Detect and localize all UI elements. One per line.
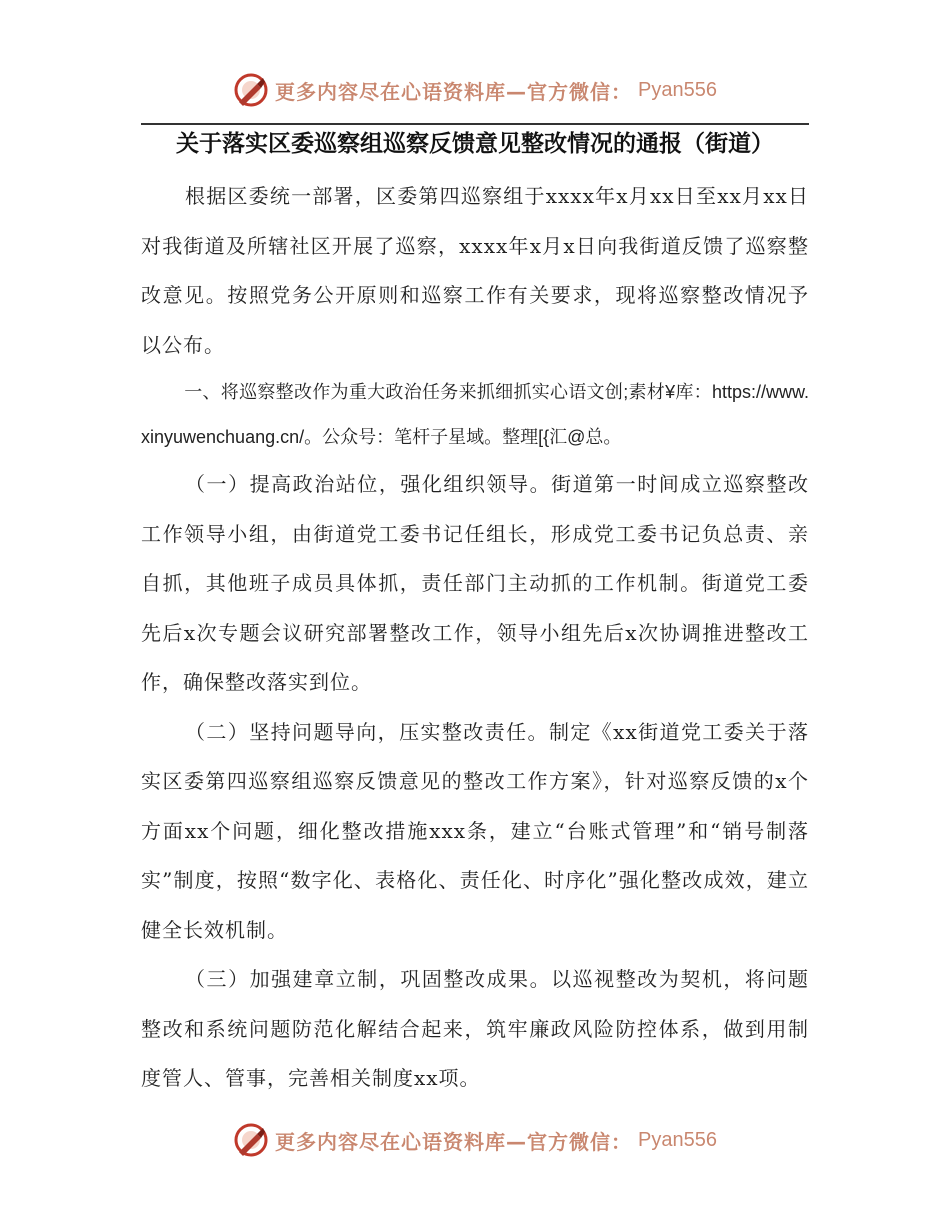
footer-banner xyxy=(0,1118,950,1162)
header-banner xyxy=(0,68,950,112)
paragraph-item-one: （一）提高政治站位，强化组织领导。街道第一时间成立巡察整改工作领导小组，由街道党工委书记任组长，形成党工委书记负总责、亲自抓，其他班子成员具体抓，责任部门主动抓的工作机制。街道党工委先后x次专题会议研究部署整改工作，领导小组先后x次协调推进整改工作，确保整改落实到位。 xyxy=(141,472,809,694)
paragraph-intro: 根据区委统一部署，区委第四巡察组于xxxx年x月xx日至xx月xx日对我街道及所辖社区开展了巡察，xxxx年x月x日向我街道反馈了巡察整改意见。按照党务公开原则和巡察工作有关要求，现将巡察整改情况予以公布。 xyxy=(141,184,809,357)
pen-logo-icon xyxy=(233,1122,269,1158)
paragraph-section-one-heading: 一、将巡察整改作为重大政治任务来抓细抓实心语文创;素材¥库：https://www.xinyuwenchuang.cn/。公众号：笔杆子星域。整理[{汇@总。 xyxy=(141,382,809,447)
document-body xyxy=(141,172,809,1104)
banner-wechat-id: Pyan556 xyxy=(638,1128,717,1151)
pen-logo-icon xyxy=(233,72,269,108)
paragraph-item-three: （三）加强建章立制，巩固整改成果。以巡视整改为契机，将问题整改和系统问题防范化解结合起来，筑牢廉政风险防控体系，做到用制度管人、管事，完善相关制度xx项。 xyxy=(141,967,809,1090)
title-rule xyxy=(141,123,809,125)
banner-text: 更多内容尽在心语资料库—官方微信： xyxy=(275,79,633,104)
banner-text: 更多内容尽在心语资料库—官方微信： xyxy=(275,1129,633,1154)
paragraph-item-two: （二）坚持问题导向，压实整改责任。制定《xx街道党工委关于落实区委第四巡察组巡察反馈意见的整改工作方案》，针对巡察反馈的x个方面xx个问题，细化整改措施xxx条，建立“台账式管理”和“销号制落实”制度，按照“数字化、表格化、责任化、时序化”强化整改成效，建立健全长效机制。 xyxy=(141,719,809,942)
banner-wechat-id: Pyan556 xyxy=(638,78,717,101)
document-title: 关于落实区委巡察组巡察反馈意见整改情况的通报（街道） xyxy=(176,130,774,157)
